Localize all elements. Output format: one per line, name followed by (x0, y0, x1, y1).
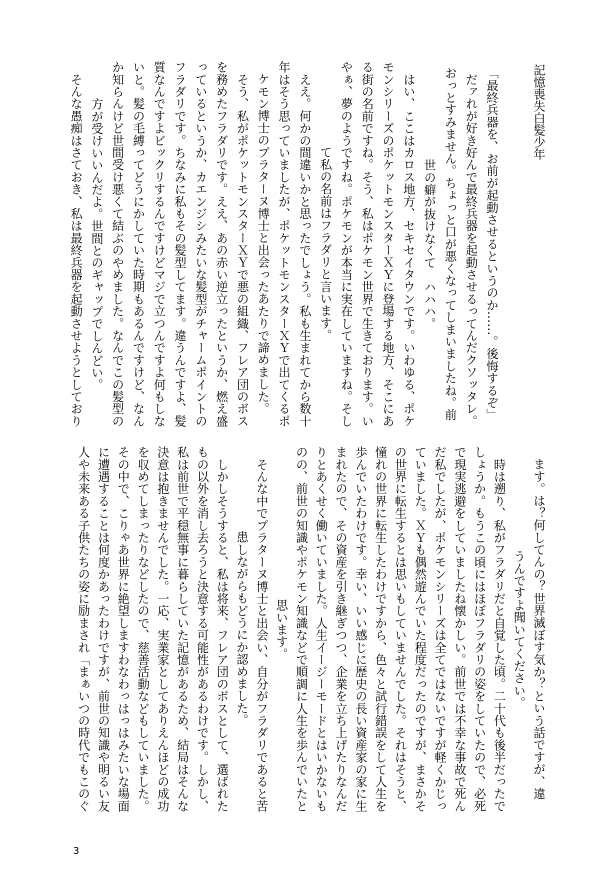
text-column: に遭遇することは何度かあったわけですが、前世の知識や明るい友 (96, 446, 111, 812)
text-column: 方が受けいいんだよ。世間とのギャップでしんどい。 (89, 97, 104, 391)
text-column: だ私でしたが、ポケモンシリーズは全てではないですが軽くかじっ (433, 446, 448, 812)
text-column: ええ。何かの間違いかと思ったでしょう。私も生まれてから数十 (297, 61, 312, 427)
text-column: 年はそう思っていましたが、ポケットモンスターＸＹで出てくるポ (277, 61, 292, 427)
text-column: そんな中でプラターヌ博士と出会い、自分がフラダリであると苦 (254, 446, 269, 812)
text-column: その中で、こりゃあ世界に絶望しますわなわっはっはみたいな場面 (116, 446, 131, 812)
text-column: て私の名前はフラダリと言います。 (318, 146, 333, 342)
text-column: だァれが好き好んで最終兵器を起動させるってんだクソッタレ。 (464, 61, 479, 427)
text-column: 思います。 (274, 598, 289, 660)
text-column: か知らんけど世間受け悪くて結ぶのやめました。なんでこの髪型の (110, 61, 125, 427)
text-column: おっとすみません。ちょっと口が悪くなってしまいましたね。前 (443, 67, 458, 421)
text-column: っているというか、カエンジシみたいな髪型がチャームポイントの (193, 61, 208, 427)
text-column: ます。は？何してんの？世界滅ぼす気か？という話ですが、違 (532, 458, 546, 800)
text-column: はい、ここはカロス地方、セキセイタウンです。いわゆる、ポケ (401, 61, 416, 427)
text-column: 世の癖が抜けなくて ハハハ。 (422, 158, 437, 330)
upper-text-block (61, 60, 498, 428)
text-column: ケモン博士のプラターヌ博士と出会ったあたりで諦めました。 (256, 73, 271, 415)
text-column: うんですよ聞いてください。 (512, 549, 527, 709)
text-column: もの以外を消し去ろうと決意する可能性があるわけです。しかし、 (195, 446, 210, 812)
text-column: で現実逃避をしていましたね懐かしい。前世では不幸な事故で死ん (452, 446, 467, 812)
chapter-title: 記憶喪失白髪少年 (532, 64, 546, 160)
text-column: しかしそうすると、私は将来、フレア団のボスとして、選ばれた (215, 446, 230, 812)
text-column: 質なんですよビックリするんですけどマジで立つんですよ何もしな (152, 61, 167, 427)
text-column: の世界に転生するとは思いもしていませんでした。それはそうと、 (393, 446, 408, 812)
text-column: そんな愚痴はさておき、私は最終兵器を起動させようとしており (69, 61, 84, 427)
text-column: 決意は抱きませんでした。一応、実業家としてありえんほどの成功 (155, 446, 170, 812)
text-column: 人や未来ある子供たちの姿に励まされ「まぁいつの時代でもこのぐ (76, 446, 91, 812)
text-column: まれたので、その資産を引き継ぎつつ、企業を立ち上げたりなんだ (334, 446, 349, 812)
text-column: 歩んでいたわけです。幸い、いい感じに歴史の長い資産家の家に生 (353, 446, 368, 812)
lower-text-block (70, 445, 545, 813)
text-column: 患しながらもどうにか認めました。 (235, 531, 250, 727)
text-column: を務めたフラダリです。ええ、あの赤い逆立ったというか、燃え盛 (214, 61, 229, 427)
text-column: 憧れの世界に転生したわけですから、色々と試行錯誤をして人生を (373, 446, 388, 812)
text-column: を収めてしまったりなどしたので、慈善活動などもしていました。 (136, 446, 151, 812)
text-column: いと。髪の毛縛ってどうにかしていた時期もあるんですけど、なん (131, 61, 146, 427)
text-column: りとあくせく働いていました。人生イージーモードとはいかないも (314, 446, 329, 812)
text-column: 私は前世で平穏無事に暮らしていた記憶があるため、結局はそんな (175, 446, 190, 812)
text-column: 時は遡り、私がフラダリだと自覚した頃。二十代も後半だったで (492, 446, 507, 812)
text-column: のの、前世の知識やポケモン知識などで順調に人生を歩んでいたと (294, 446, 309, 812)
text-column: モンシリーズのポケットモンスターＸＹに登場する地方、そこにあ (381, 61, 396, 427)
text-column: しょうか。もうこの頃にはほぼフラダリの姿をしていたので、必死 (472, 446, 487, 812)
text-column: る街の名前ですね。そう、私はポケモン世界で生きております。い (360, 61, 375, 427)
text-column: そう、私がポケットモンスターＸＹで悪の組織、フレア団のボス (235, 61, 250, 427)
page-number: 3 (73, 846, 80, 857)
text-column: やぁ、夢のようですね。ポケモンが本当に実在していますね。そし (339, 61, 354, 427)
text-column: フラダリです。ちなみに私もその髪型してます。違うんですよ、髪 (173, 61, 188, 427)
text-column: 「最終兵器を、お前が起動させるというのか……。後悔するぞ」 (485, 67, 499, 421)
text-column: ていました。ＸＹも偶然遊んでいた程度だったのですが、まさかそ (413, 446, 428, 812)
